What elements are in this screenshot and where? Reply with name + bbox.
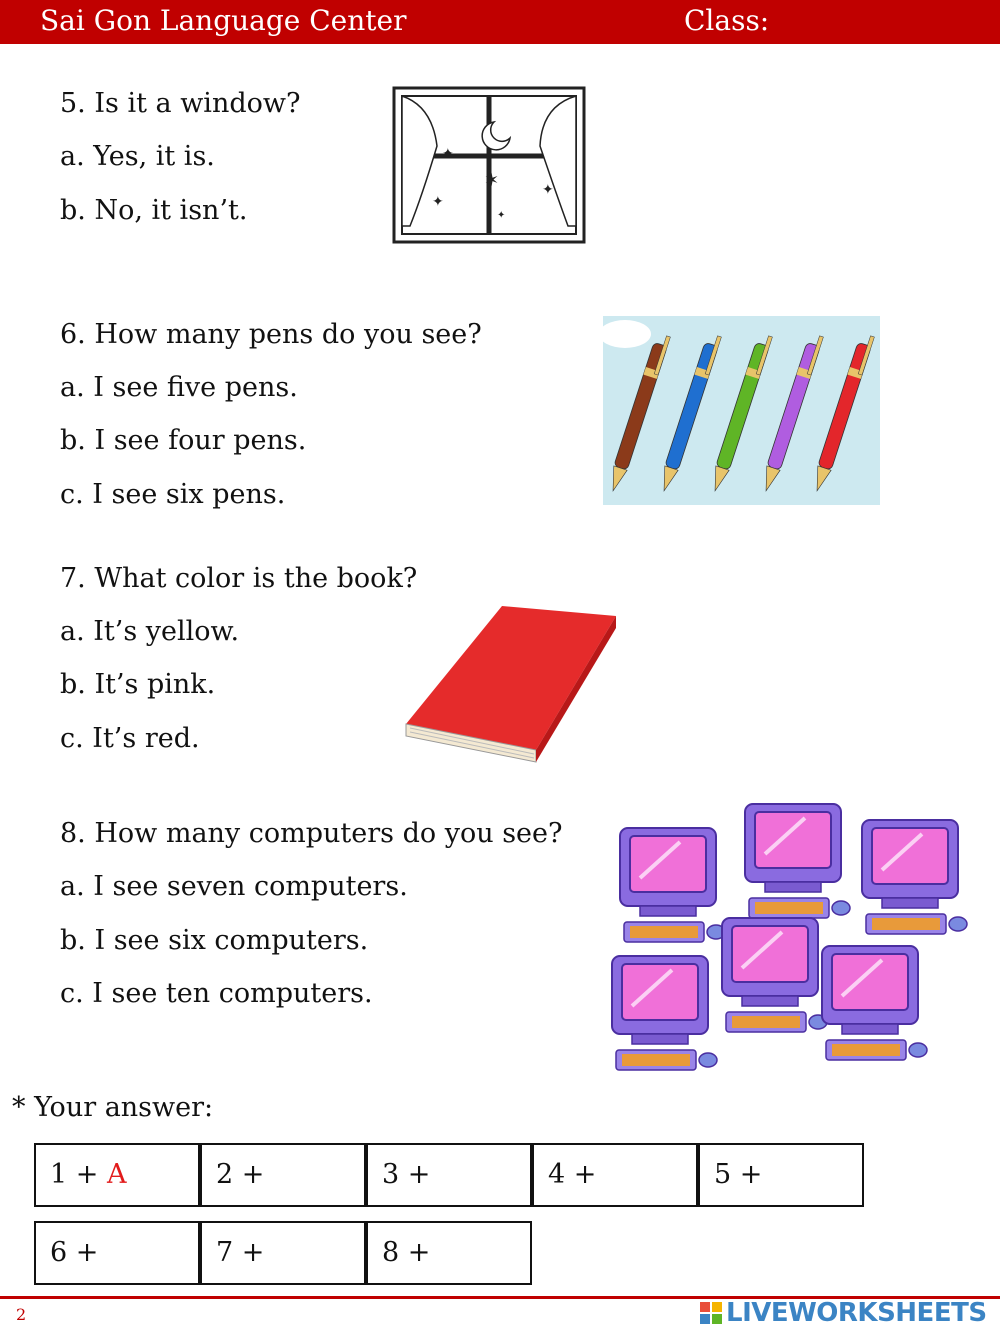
answer-cell-1[interactable] (34, 1143, 200, 1207)
question-7-option-c[interactable]: c. It’s red. (60, 723, 200, 754)
question-6-option-b[interactable]: b. I see four pens. (60, 425, 307, 456)
liveworksheets-logo-icon (700, 1302, 722, 1324)
answer-cell-number: 5 + (714, 1159, 763, 1190)
window-picture (392, 86, 586, 244)
answer-cell-number: 3 + (382, 1159, 431, 1190)
answer-cell-number: 1 + (50, 1159, 99, 1190)
answer-cell-6[interactable] (34, 1221, 200, 1285)
question-7-option-a[interactable]: a. It’s yellow. (60, 616, 240, 647)
question-8-option-c[interactable]: c. I see ten computers. (60, 978, 373, 1009)
computer-5 (612, 956, 717, 1070)
answer-cell-number: 7 + (216, 1237, 265, 1268)
liveworksheets-watermark (700, 1298, 996, 1330)
question-7-prompt: 7. What color is the book? (60, 563, 418, 594)
svg-text:✦: ✦ (497, 210, 506, 221)
answer-cell-7[interactable] (200, 1221, 366, 1285)
answer-cell-8[interactable] (366, 1221, 532, 1285)
computer-3 (862, 820, 967, 934)
answer-cell-number: 4 + (548, 1159, 597, 1190)
svg-text:✶: ✶ (484, 170, 500, 191)
computer-1 (620, 828, 725, 942)
computer-4 (722, 918, 827, 1032)
svg-text:✦: ✦ (542, 182, 554, 198)
red-book-picture (402, 600, 616, 764)
question-8-option-a[interactable]: a. I see seven computers. (60, 871, 408, 902)
answer-cell-3[interactable] (366, 1143, 532, 1207)
center-name: Sai Gon Language Center (40, 4, 407, 37)
svg-text:✦: ✦ (442, 146, 454, 162)
answer-cell-2[interactable] (200, 1143, 366, 1207)
computer-2 (745, 804, 850, 918)
svg-text:✦: ✦ (432, 194, 444, 210)
answer-cell-5[interactable] (698, 1143, 864, 1207)
pens-picture (603, 316, 880, 505)
question-8-option-b[interactable]: b. I see six computers. (60, 925, 369, 956)
question-6-prompt: 6. How many pens do you see? (60, 319, 482, 350)
watermark-text: LIVEWORKSHEETS (726, 1298, 987, 1328)
question-5-option-a[interactable]: a. Yes, it is. (60, 141, 215, 172)
computer-6 (822, 946, 927, 1060)
question-6-option-a[interactable]: a. I see five pens. (60, 372, 298, 403)
answer-cell-number: 2 + (216, 1159, 265, 1190)
header-bar (0, 0, 1000, 44)
answer-label: * Your answer: (12, 1092, 214, 1123)
question-5-option-b[interactable]: b. No, it isn’t. (60, 195, 248, 226)
computers-picture (600, 798, 978, 1082)
question-7-option-b[interactable]: b. It’s pink. (60, 669, 216, 700)
question-5-prompt: 5. Is it a window? (60, 88, 301, 119)
answer-cell-value: A (98, 1159, 127, 1190)
question-6-option-c[interactable]: c. I see six pens. (60, 479, 286, 510)
answer-cell-4[interactable] (532, 1143, 698, 1207)
class-label: Class: (684, 4, 770, 37)
answer-cell-number: 8 + (382, 1237, 431, 1268)
answer-cell-number: 6 + (50, 1237, 99, 1268)
question-8-prompt: 8. How many computers do you see? (60, 818, 563, 849)
page-number: 2 (16, 1305, 27, 1324)
